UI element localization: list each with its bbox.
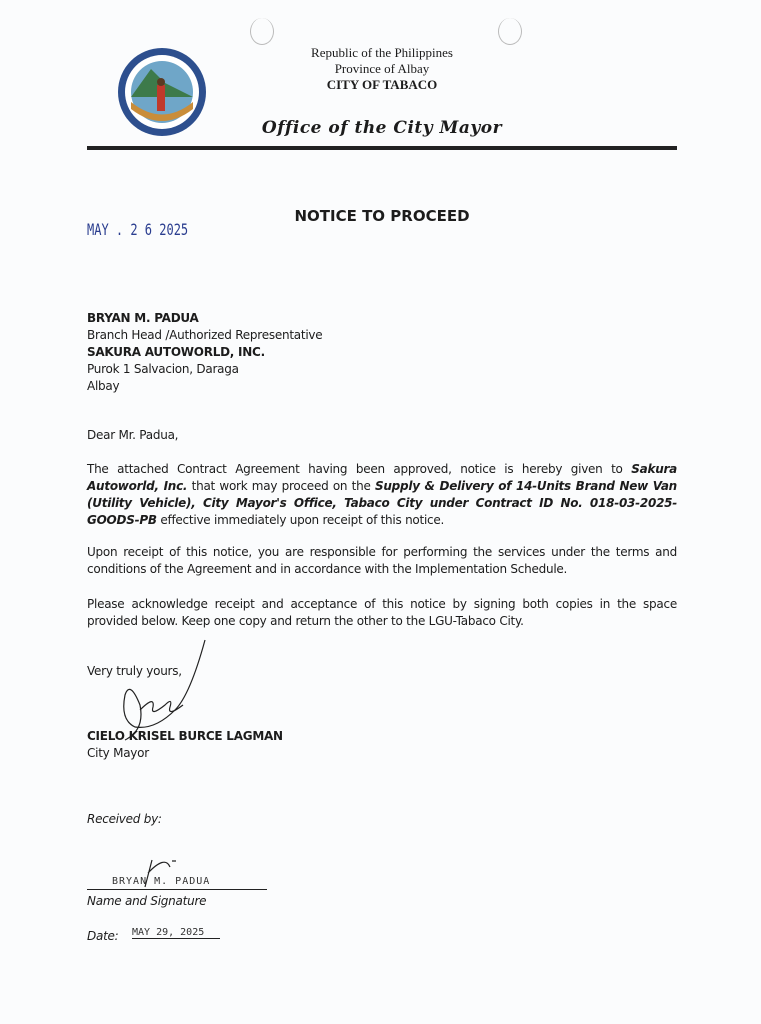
- letterhead-republic: Republic of the Philippines: [311, 45, 453, 60]
- addressee-company: SAKURA AUTOWORLD, INC.: [87, 345, 265, 359]
- para1-text: effective immediately upon receipt of this notice.: [156, 513, 445, 527]
- addressee-position: Branch Head /Authorized Representative: [87, 328, 323, 342]
- punch-hole: [250, 18, 274, 45]
- para1-text: The attached Contract Agreement having been approved, notice is hereby given to: [87, 462, 632, 476]
- addressee-address1: Purok 1 Salvacion, Daraga: [87, 362, 239, 376]
- signatory-name: CIELO KRISEL BURCE LAGMAN: [87, 729, 283, 743]
- received-by-label: Received by:: [87, 812, 162, 826]
- closing: Very truly yours,: [87, 664, 182, 678]
- para1-text: that work may proceed on the: [187, 479, 375, 493]
- date-label: Date:: [87, 929, 119, 943]
- city-seal-logo: [117, 47, 207, 137]
- date-stamp: MAY . 2 6 2025: [87, 220, 189, 239]
- recipient-signature: [140, 855, 180, 890]
- handwritten-date: MAY 29, 2025: [132, 927, 220, 939]
- document-title: NOTICE TO PROCEED: [294, 207, 470, 225]
- addressee-name: BRYAN M. PADUA: [87, 311, 199, 325]
- salutation: Dear Mr. Padua,: [87, 428, 179, 442]
- name-signature-label: Name and Signature: [87, 894, 207, 908]
- paragraph-3: Please acknowledge receipt and acceptance of this notice by signing both copies in the space provided below. Keep one copy and return the other to the LGU-Tabaco City.: [87, 597, 677, 628]
- paragraph-2: Upon receipt of this notice, you are responsible for performing the services under the terms and conditions of the Agreement and in accordance with the Implementation Schedule.: [87, 545, 677, 576]
- addressee-address2: Albay: [87, 379, 120, 393]
- project-description: Supply & Delivery of 14-Units Brand New Van (Utility Vehicle), City Mayor's Office, Tabaco City under Contract ID No. 018-03-2025-GOODS-PB: [87, 479, 677, 527]
- handwritten-recipient-name: BRYAN M. PADUA: [112, 876, 211, 887]
- letterhead-city: CITY OF TABACO: [326, 77, 438, 92]
- signature-line: [87, 889, 267, 890]
- signatory-title: City Mayor: [87, 746, 149, 760]
- header-divider: [87, 146, 677, 150]
- paragraph-1: [87, 461, 677, 529]
- company-name: Sakura Autoworld, Inc.: [87, 462, 677, 493]
- punch-hole: [498, 18, 522, 45]
- office-title: Office of the City Mayor: [261, 118, 503, 138]
- letterhead-province: Province of Albay: [334, 61, 430, 76]
